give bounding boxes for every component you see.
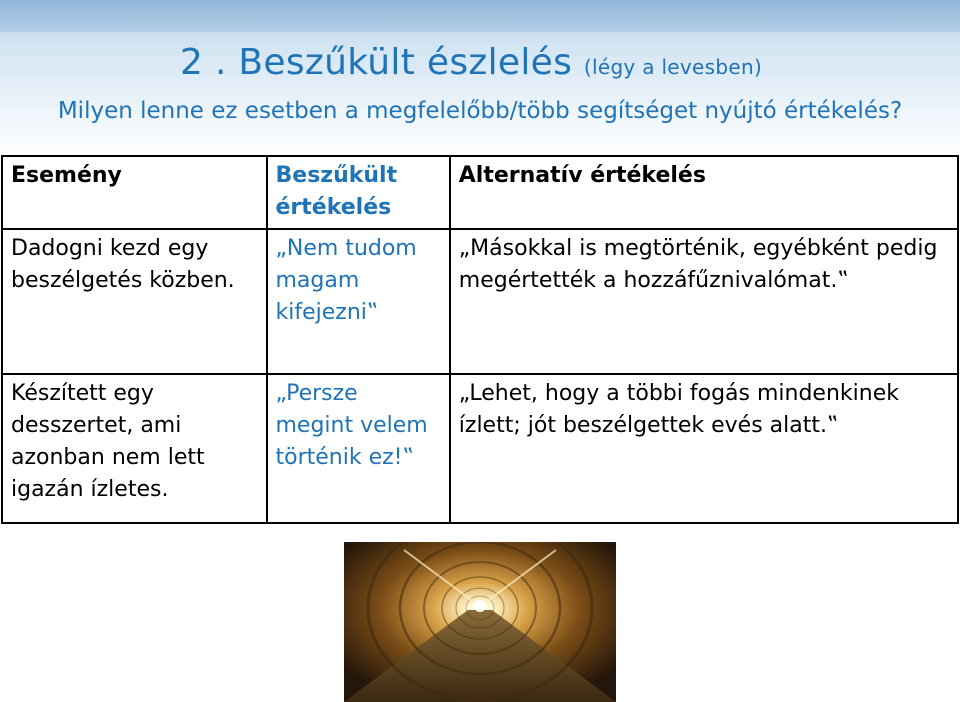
slide-title-main: 2 . Beszűkült észlelés — [180, 42, 573, 83]
header-event: Esemény — [2, 156, 267, 229]
table-row — [2, 229, 958, 374]
header-alternative-appraisal: Alternatív értékelés — [450, 156, 958, 229]
tunnel-photo-icon — [344, 542, 616, 702]
slide-title-sub: (légy a levesben) — [583, 55, 763, 79]
cell-narrowed-appraisal: „Persze megint velem történik ez!‟ — [267, 374, 450, 523]
cell-event: Készített egy desszertet, ami azonban nem lett igazán ízletes. — [2, 374, 267, 523]
table-header-row — [2, 156, 958, 229]
cell-event: Dadogni kezd egy beszélgetés közben. — [2, 229, 267, 374]
table-row — [2, 374, 958, 523]
header-band — [0, 0, 960, 32]
tunnel-photo — [344, 542, 616, 702]
cell-narrowed-appraisal: „Nem tudom magam kifejezni‟ — [267, 229, 450, 374]
slide-title — [180, 42, 762, 83]
header-narrowed-appraisal: Beszűkült értékelés — [267, 156, 450, 229]
slide-question: Milyen lenne ez esetben a megfelelőbb/több segítséget nyújtó értékelés? — [57, 98, 903, 124]
cell-alternative-appraisal: „Másokkal is megtörténik, egyébként pedig megértették a hozzáfűznivalómat.‟ — [450, 229, 958, 374]
evaluation-table — [1, 155, 959, 524]
cell-alternative-appraisal: „Lehet, hogy a többi fogás mindenkinek ízlett; jót beszélgettek evés alatt.‟ — [450, 374, 958, 523]
